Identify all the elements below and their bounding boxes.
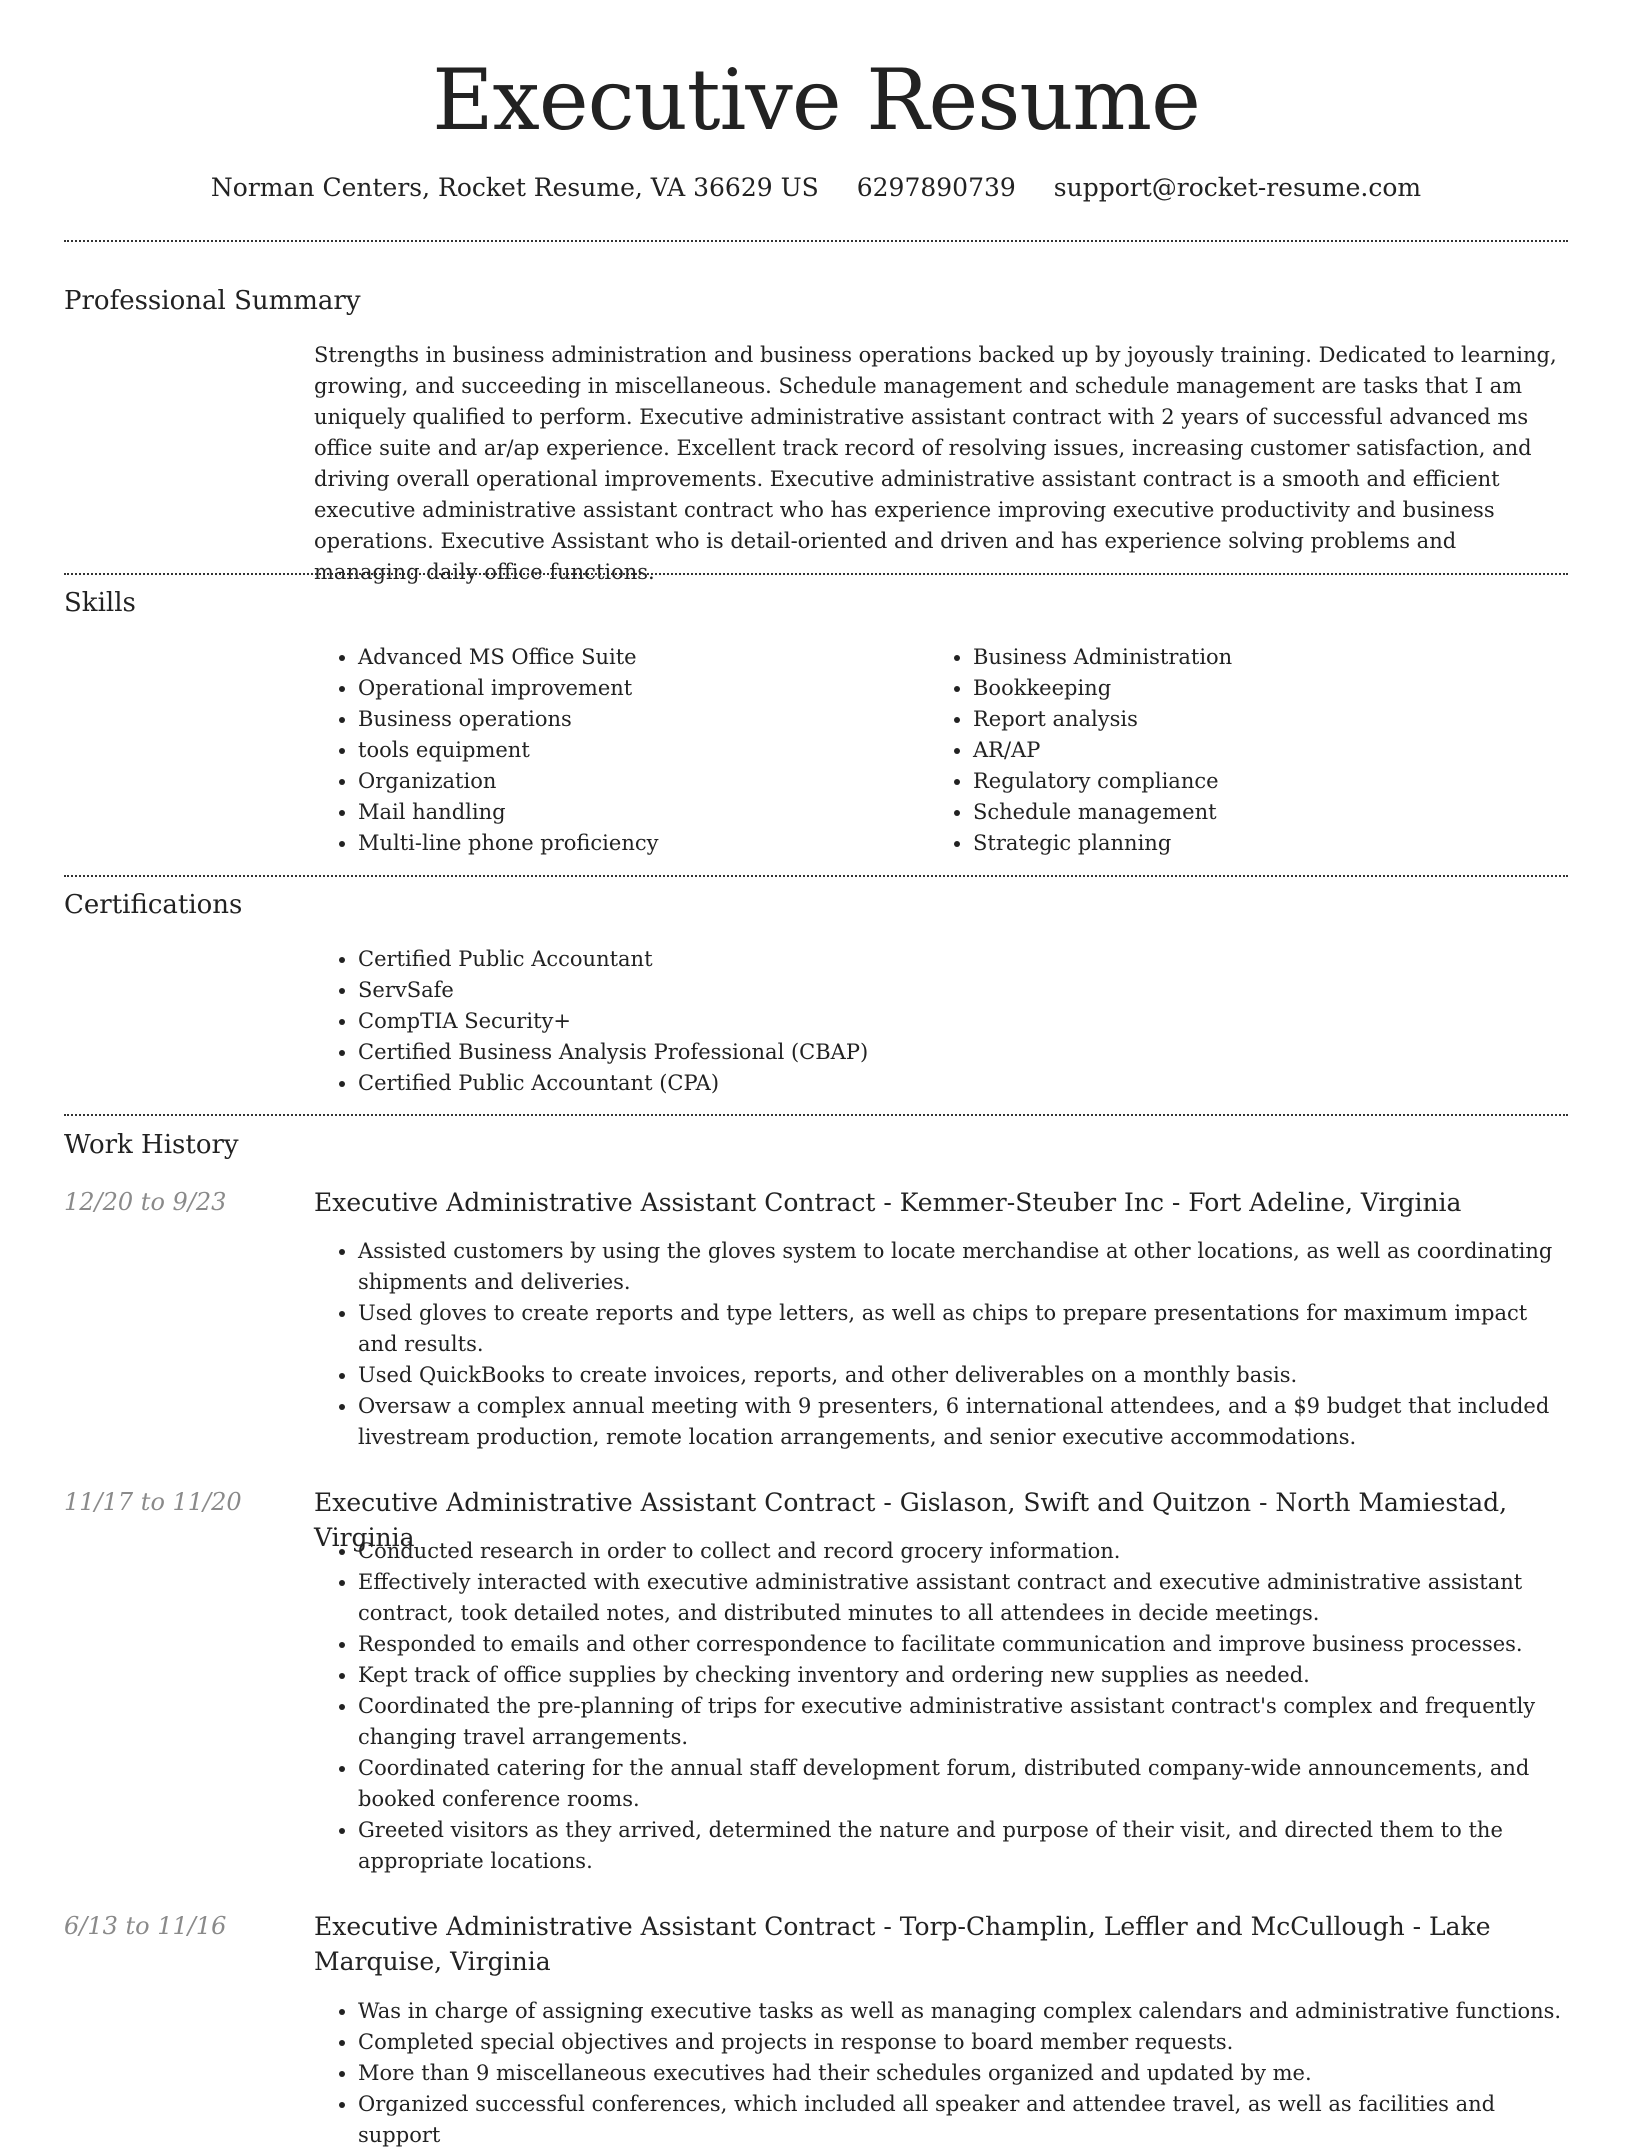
job-bullets <box>314 1536 1568 1877</box>
list-item: • Business operations <box>358 704 914 735</box>
job-bullet-list <box>314 1236 1568 1453</box>
list-item: • Strategic planning <box>973 828 1529 859</box>
job-bullets <box>314 1996 1568 2151</box>
list-item: • Multi-line phone proficiency <box>358 828 914 859</box>
job-title: Executive Administrative Assistant Contract - Gislason, Swift and Quitzon - North Mamiestad, Virginia <box>314 1488 1508 1552</box>
list-item: • Mail handling <box>358 797 914 828</box>
certifications-list <box>314 944 1568 1099</box>
skills-list-left <box>314 642 914 859</box>
section-heading-work-history: Work History <box>64 1130 239 1160</box>
contact-line <box>0 170 1632 206</box>
list-item: • More than 9 miscellaneous executives had their schedules organized and updated by me. <box>358 2058 1568 2089</box>
list-item: • Certified Public Accountant <box>358 944 1568 975</box>
list-item: • Certified Business Analysis Professional (CBAP) <box>358 1037 1568 1068</box>
section-heading-certifications: Certifications <box>64 890 243 920</box>
resume-title: Executive Resume <box>432 51 1200 149</box>
list-item: • Assisted customers by using the gloves system to locate merchandise at other locations, as well as coordinating shipments and deliveries. <box>358 1236 1568 1298</box>
job-bullets <box>314 1236 1568 1453</box>
list-item: • Regulatory compliance <box>973 766 1529 797</box>
divider <box>64 875 1568 877</box>
list-item: • Bookkeeping <box>973 673 1529 704</box>
skills-column-right <box>929 642 1529 859</box>
divider <box>64 1114 1568 1116</box>
summary-text: Strengths in business administration and business operations backed up by joyously training. Dedicated to learning, growing, and succeeding in miscellaneous. Schedule management and schedule management are tasks that I am uniquely qualified to perform. Executive administrative assistant contract with 2 years of successful advanced ms office suite and ar/ap experience. Excellent track record of resolving issues, increasing customer satisfaction, and driving overall operational improvements. Executive administrative assistant contract is a smooth and efficient executive administrative assistant contract who has experience improving executive productivity and business operations. Executive Assistant who is detail-oriented and driven and has experience solving problems and managing daily office functions. <box>314 343 1557 584</box>
list-item: • Organization <box>358 766 914 797</box>
job-dates: 6/13 to 11/16 <box>64 1912 227 1940</box>
job-bullet-list <box>314 1996 1568 2151</box>
contact-phone: 6297890739 <box>856 173 1016 202</box>
job-dates: 12/20 to 9/23 <box>64 1188 227 1216</box>
contact-address: Norman Centers, Rocket Resume, VA 36629 US <box>210 173 819 202</box>
list-item: • tools equipment <box>358 735 914 766</box>
list-item: • Was in charge of assigning executive tasks as well as managing complex calendars and administrative functions. <box>358 1996 1568 2027</box>
list-item: • Used gloves to create reports and type letters, as well as chips to prepare presentations for maximum impact and results. <box>358 1298 1568 1360</box>
job-dates: 11/17 to 11/20 <box>64 1488 242 1516</box>
list-item: • Greeted visitors as they arrived, determined the nature and purpose of their visit, and directed them to the appropriate locations. <box>358 1815 1568 1877</box>
job-bullet-list <box>314 1536 1568 1877</box>
divider <box>64 240 1568 242</box>
list-item: • Report analysis <box>973 704 1529 735</box>
list-item: • Used QuickBooks to create invoices, reports, and other deliverables on a monthly basis. <box>358 1360 1568 1391</box>
list-item: • Effectively interacted with executive administrative assistant contract and executive administrative assistant contract, took detailed notes, and distributed minutes to all attendees in decide meetings. <box>358 1567 1568 1629</box>
list-item: • Oversaw a complex annual meeting with 9 presenters, 6 international attendees, and a $9 budget that included livestream production, remote location arrangements, and senior executive accommodations. <box>358 1391 1568 1453</box>
list-item: • CompTIA Security+ <box>358 1006 1568 1037</box>
list-item: • Advanced MS Office Suite <box>358 642 914 673</box>
section-heading-skills: Skills <box>64 588 136 618</box>
list-item: • Operational improvement <box>358 673 914 704</box>
section-heading-summary: Professional Summary <box>64 286 361 316</box>
list-item: • Completed special objectives and projects in response to board member requests. <box>358 2027 1568 2058</box>
list-item: • Conducted research in order to collect and record grocery information. <box>358 1536 1568 1567</box>
list-item: • Certified Public Accountant (CPA) <box>358 1068 1568 1099</box>
certifications-block <box>314 944 1568 1099</box>
list-item: • Organized successful conferences, which included all speaker and attendee travel, as well as facilities and support <box>358 2089 1568 2151</box>
divider <box>64 573 1568 575</box>
list-item: • ServSafe <box>358 975 1568 1006</box>
skills-column-left <box>314 642 914 859</box>
list-item: • Schedule management <box>973 797 1529 828</box>
list-item: • Coordinated catering for the annual staff development forum, distributed company-wide announcements, and booked conference rooms. <box>358 1753 1568 1815</box>
list-item: • Responded to emails and other correspondence to facilitate communication and improve business processes. <box>358 1629 1568 1660</box>
skills-list-right <box>929 642 1529 859</box>
list-item: • Business Administration <box>973 642 1529 673</box>
list-item: • Coordinated the pre-planning of trips for executive administrative assistant contract's complex and frequently changing travel arrangements. <box>358 1691 1568 1753</box>
list-item: • Kept track of office supplies by checking inventory and ordering new supplies as needed. <box>358 1660 1568 1691</box>
list-item: • AR/AP <box>973 735 1529 766</box>
contact-email[interactable]: support@rocket-resume.com <box>1053 173 1422 202</box>
job-title: Executive Administrative Assistant Contract - Kemmer-Steuber Inc - Fort Adeline, Virginia <box>314 1188 1462 1217</box>
job-title: Executive Administrative Assistant Contract - Torp-Champlin, Leffler and McCullough - Lake Marquise, Virginia <box>314 1912 1491 1976</box>
